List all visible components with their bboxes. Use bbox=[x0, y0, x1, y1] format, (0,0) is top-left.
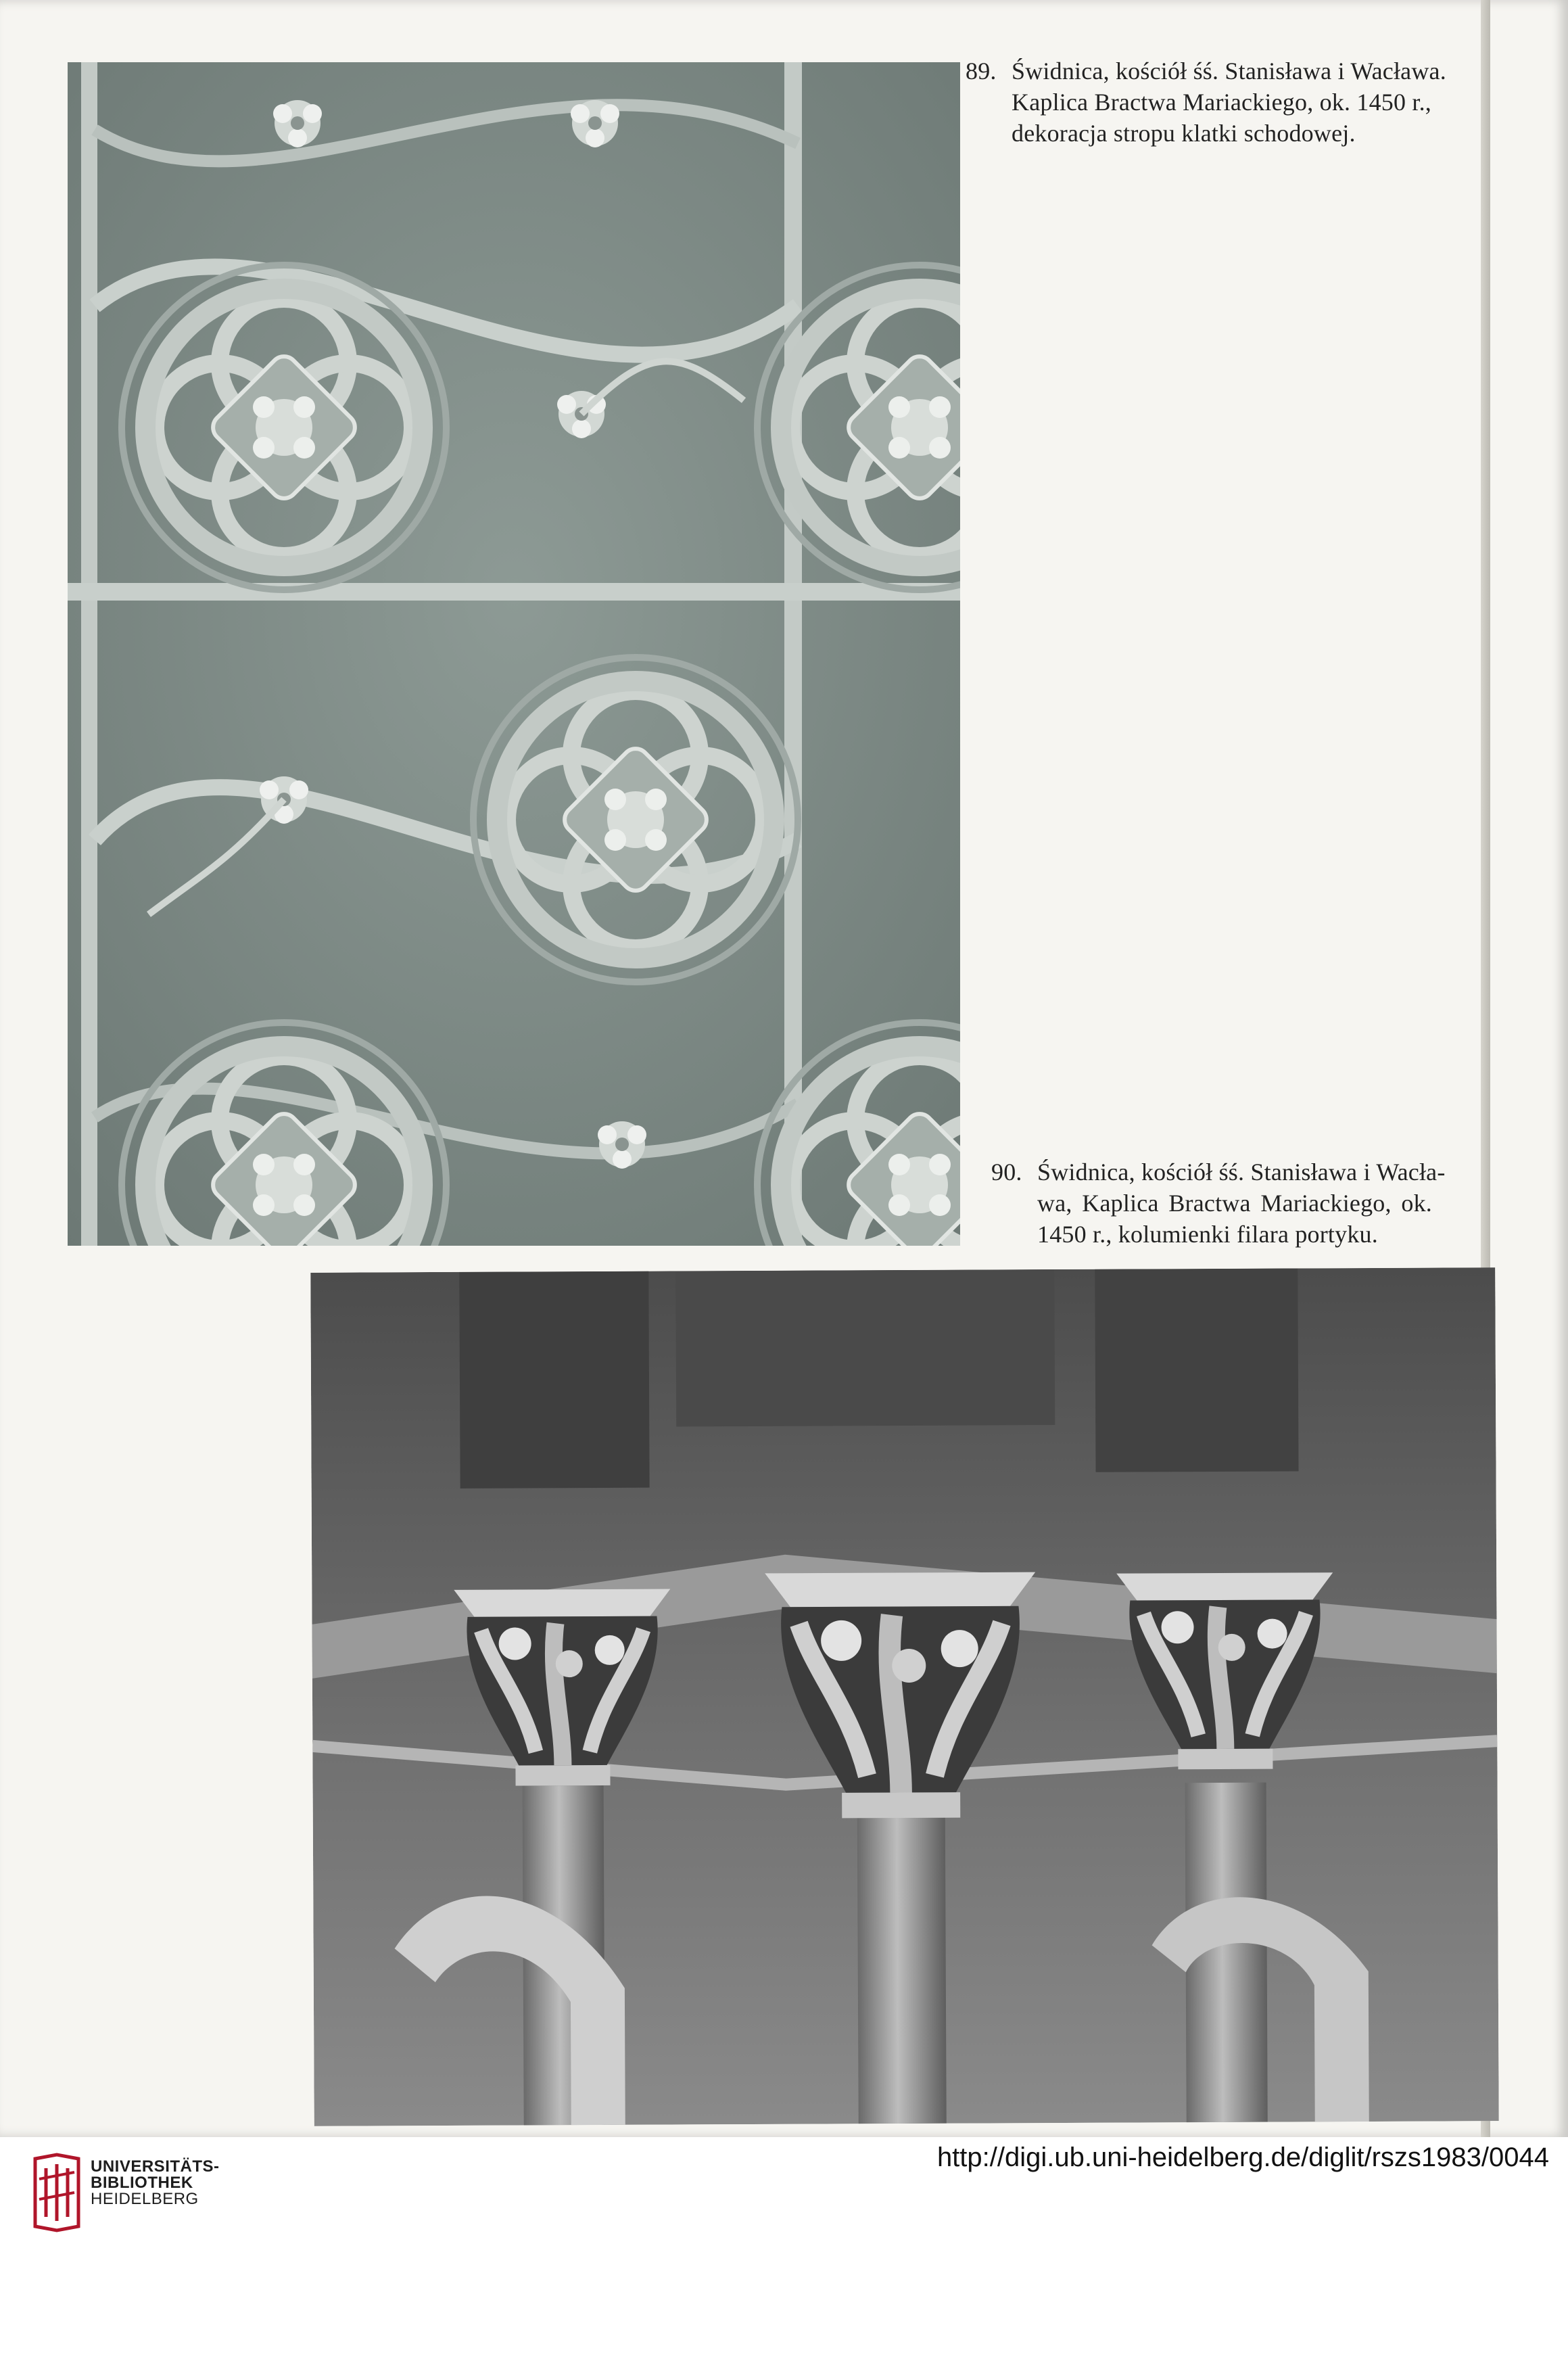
figure-number: 89. bbox=[966, 57, 997, 85]
caption-line: 1450 r., kolumienki filara portyku. bbox=[1037, 1221, 1378, 1248]
caption-line: Kaplica Bractwa Mariackiego, ok. 1450 r., bbox=[1012, 89, 1431, 116]
caption-line: Świdnica, kościół śś. Stanisława i Wacła- bbox=[1037, 1158, 1446, 1186]
caption-figure-89 bbox=[966, 55, 1479, 149]
photo-89-tracery-ceiling bbox=[68, 62, 960, 1246]
caption-line: wa, Kaplica Bractwa Mariackiego, ok. bbox=[1037, 1190, 1432, 1217]
library-line: HEIDELBERG bbox=[91, 2190, 199, 2208]
caption-line: Świdnica, kościół śś. Stanisława i Wacława. bbox=[1012, 57, 1446, 85]
library-name bbox=[91, 2159, 220, 2207]
source-url-link[interactable]: http://digi.ub.uni-heidelberg.de/diglit/rszs1983/0044 bbox=[936, 2142, 1549, 2172]
caption-figure-90 bbox=[991, 1156, 1478, 1250]
library-line: BIBLIOTHEK bbox=[91, 2174, 193, 2192]
caption-line: dekoracja stropu klatki schodowej. bbox=[1012, 120, 1356, 147]
photo-90-column-capitals bbox=[310, 1267, 1498, 2126]
figure-number: 90. bbox=[991, 1158, 1022, 1186]
library-line: UNIVERSITÄTS- bbox=[91, 2157, 220, 2176]
heidelberg-library-logo-icon bbox=[32, 2152, 81, 2233]
